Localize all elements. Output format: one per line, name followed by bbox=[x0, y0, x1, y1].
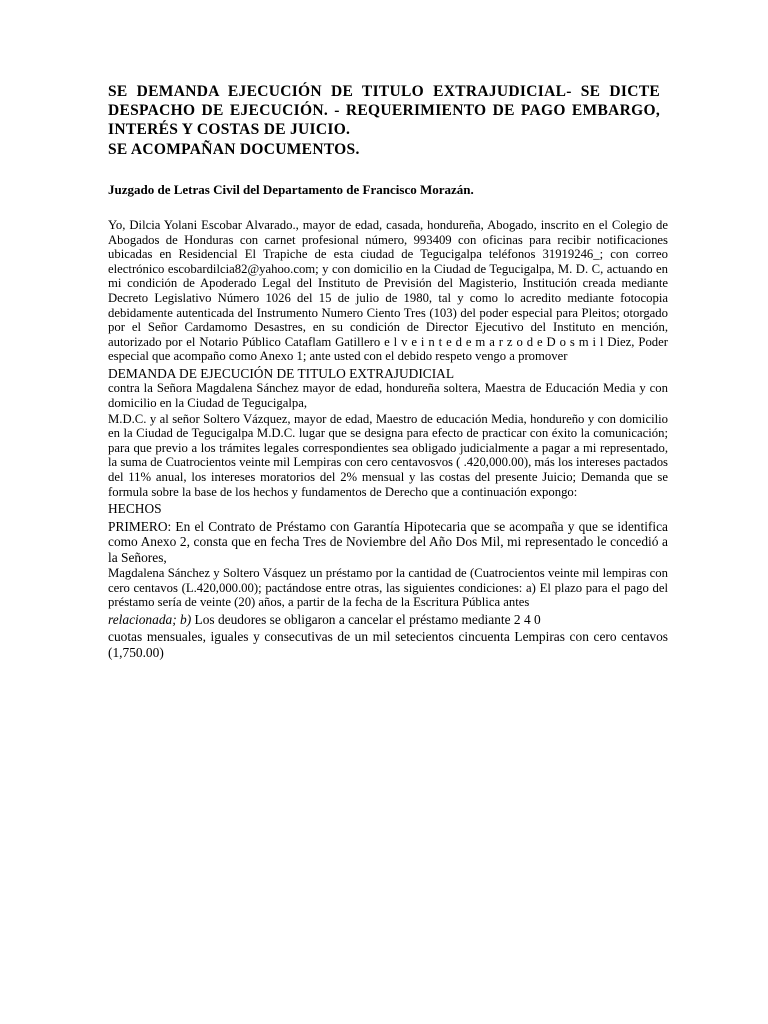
title-line-2: SE ACOMPAÑAN DOCUMENTOS. bbox=[108, 141, 360, 158]
intro-paragraph: Yo, Dilcia Yolani Escobar Alvarado., mayor de edad, casada, hondureña, Abogado, inscrito en el Colegio de Abogados de Honduras con carnet profesional número, 993409 con oficinas para recibir notificaciones ubicadas en Residencial El Trapiche de esta ciudad de Tegucigalpa teléfonos 31919246_; con correo electrónico escobardilcia82@yahoo.com; y con domicilio en la Ciudad de Tegucigalpa, M. D. C, actuando en mi condición de Apoderado Legal del Instituto de Previsión del Magisterio, Institución creada mediante Decreto Legislativo Número 1026 del 15 de julio de 1980, tal y como lo acredito mediante fotocopia debidamente autenticada del Instrumento Numero Ciento Tres (103) del poder especial para Pleitos; otorgado por el Señor Cardamomo Desastres, en su condición de Director Ejecutivo del Instituto en mención, autorizado por el Notario Público Cataflam Gatillero e l v e i n t e d e m a r z o d e D o s m i l Diez, Poder especial que acompaño como Anexo 1; ante usted con el debido respeto vengo a promover bbox=[108, 218, 668, 364]
relacionada-rest: Los deudores se obligaron a cancelar el préstamo mediante 2 4 0 bbox=[191, 611, 541, 627]
mdc-paragraph: M.D.C. y al señor Soltero Vázquez, mayor de edad, Maestro de educación Media, hondureño y con domicilio en la Ciudad de Tegucigalpa M.D.C. lugar que se designa para efecto de practicar con éxito la comunicación; para que previo a los trámites legales correspondientes sea obligado judicialmente a pagar a mi representado, la suma de Cuatrocientos veinte mil Lempiras con cero centavosvos ( .420,000.00), más los intereses pactados del 11% anual, los intereses moratorios del 2% mensual y las costas del presente Juicio; Demanda que se formula sobre la base de los hechos y fundamentos de Derecho que a continuación expongo: bbox=[108, 411, 668, 499]
document-body bbox=[108, 218, 668, 660]
primero-paragraph: PRIMERO: En el Contrato de Préstamo con Garantía Hipotecaria que se acompaña y que se identifica como Anexo 2, consta que en fecha Tres de Noviembre del Año Dos Mil, mi representado le concedió a la Señores, bbox=[108, 518, 668, 565]
court-heading: Juzgado de Letras Civil del Departamento de Francisco Morazán. bbox=[108, 182, 474, 197]
contra-paragraph: contra la Señora Magdalena Sánchez mayor de edad, hondureña soltera, Maestra de Educación Media y con domicilio en la Ciudad de Tegucigalpa, bbox=[108, 381, 668, 411]
relacionada-italic: relacionada; b) bbox=[108, 611, 192, 627]
demand-heading: DEMANDA DE EJECUCIÓN DE TITULO EXTRAJUDICIAL bbox=[108, 365, 455, 381]
hechos-heading: HECHOS bbox=[108, 501, 162, 517]
magdalena-paragraph: Magdalena Sánchez y Soltero Vásquez un préstamo por la cantidad de (Cuatrocientos veinte mil lempiras con cero centavos (L.420,000.00); pactándose entre otras, las siguientes condiciones: a) El plazo para el pago del préstamo sería de veinte (20) años, a partir de la fecha de la Escritura Pública antes bbox=[108, 566, 668, 610]
relacionada-line bbox=[108, 612, 668, 628]
title-line-1: SE DEMANDA EJECUCIÓN DE TITULO EXTRAJUDICIAL- SE DICTE DESPACHO DE EJECUCIÓN. - REQUERIMIENTO DE PAGO EMBARGO, INTERÉS Y COSTAS DE JUICIO. bbox=[108, 83, 660, 138]
document-title bbox=[108, 82, 660, 159]
cuotas-paragraph: cuotas mensuales, iguales y consecutivas de un mil setecientos cincuenta Lempiras con cero centavos (1,750.00) bbox=[108, 629, 668, 660]
